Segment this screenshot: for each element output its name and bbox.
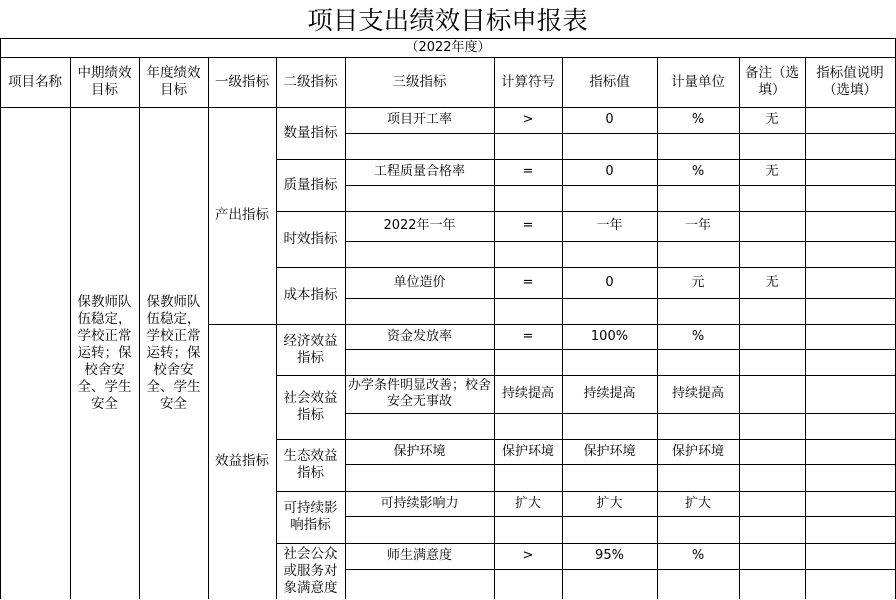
operator-cell: =: [522, 274, 534, 290]
level1-benefit-indicator: 效益指标: [215, 453, 269, 469]
fiscal-year-label: （2022年度）: [405, 40, 491, 55]
target-value-cell: 持续提高: [583, 386, 636, 401]
level3-indicator: 工程质量合格率: [373, 164, 465, 179]
remark-cell: [739, 543, 805, 569]
target-value-cell: 0: [605, 164, 614, 179]
operator-cell: >: [522, 112, 534, 127]
target-value-cell: 0: [605, 112, 614, 127]
remark-cell: 无: [765, 164, 779, 179]
unit-cell: 扩大: [684, 495, 711, 511]
operator-cell: =: [522, 218, 534, 233]
form-title-text: 项目支出绩效目标申报表: [307, 6, 589, 35]
remark-cell: [739, 439, 805, 464]
level2-indicator: 时效指标: [283, 230, 338, 247]
level3-indicator: 资金发放率: [386, 328, 452, 344]
operator-cell: =: [522, 328, 534, 344]
unit-cell: 持续提高: [671, 386, 724, 401]
header-level2: 二级指标: [283, 73, 338, 90]
operator-cell: =: [522, 164, 534, 179]
target-value-cell: 100%: [590, 328, 629, 344]
header-operator: 计算符号: [501, 73, 555, 90]
target-value-cell: 一年: [596, 218, 623, 233]
header-level1: 一级指标: [215, 73, 269, 90]
target-value-cell: 0: [605, 274, 614, 290]
unit-cell: 保护环境: [671, 443, 724, 459]
unit-cell: 元: [691, 274, 705, 290]
remark-cell: 无: [765, 112, 779, 127]
level3-indicator: 单位造价: [393, 274, 446, 290]
remark-cell: [739, 491, 805, 516]
unit-cell: %: [691, 164, 705, 179]
level3-indicator: 保护环境: [393, 443, 446, 459]
level3-indicator: 项目开工率: [386, 112, 452, 127]
operator-cell: 扩大: [514, 495, 541, 511]
level3-indicator: 办学条件明显改善；校舍安全无事故: [347, 378, 491, 409]
header-unit: 计量单位: [671, 73, 725, 90]
header-project-name: 项目名称: [8, 73, 62, 90]
level2-indicator: 质量指标: [283, 176, 338, 193]
level3-indicator: 可持续影响力: [380, 495, 459, 511]
operator-cell: 持续提高: [501, 386, 554, 401]
mid-term-goal-text: 保教师队伍稳定，学校正常运转；保校舍安全、学生安全: [77, 293, 132, 412]
header-value: 指标值: [589, 73, 630, 90]
header-remark: 备注（选填）: [745, 65, 799, 98]
header-mid-term-goal: 中期绩效目标: [77, 65, 132, 98]
header-description: 指标值说明（选填）: [816, 65, 884, 98]
operator-cell: 保护环境: [501, 443, 554, 459]
level3-indicator: 2022年一年: [383, 218, 456, 233]
target-value-cell: 保护环境: [583, 443, 636, 459]
level2-indicator: 可持续影响指标: [283, 500, 338, 533]
header-annual-goal: 年度绩效目标: [146, 65, 201, 98]
level2-indicator: 社会效益指标: [283, 390, 338, 423]
level2-indicator: 社会公众或服务对象满意度: [283, 545, 338, 596]
level3-indicator: 师生满意度: [386, 548, 452, 563]
unit-cell: %: [691, 328, 705, 344]
level2-indicator: 成本指标: [283, 287, 338, 303]
level2-indicator: 生态效益指标: [283, 448, 338, 481]
unit-cell: %: [691, 548, 705, 563]
operator-cell: >: [522, 548, 534, 563]
remark-cell: 无: [765, 274, 779, 290]
header-level3: 三级指标: [392, 73, 447, 90]
annual-goal-text: 保教师队伍稳定，学校正常运转；保校舍安全、学生安全: [146, 293, 201, 412]
unit-cell: %: [691, 112, 705, 127]
remark-cell: [739, 211, 805, 241]
remark-cell: [739, 324, 805, 349]
level1-output-indicator: 产出指标: [215, 207, 269, 223]
level2-indicator: 数量指标: [283, 124, 338, 141]
target-value-cell: 95%: [595, 548, 624, 563]
level2-indicator: 经济效益指标: [283, 332, 338, 366]
target-value-cell: 扩大: [596, 495, 623, 511]
remark-cell: [739, 375, 805, 413]
unit-cell: 一年: [684, 218, 711, 233]
